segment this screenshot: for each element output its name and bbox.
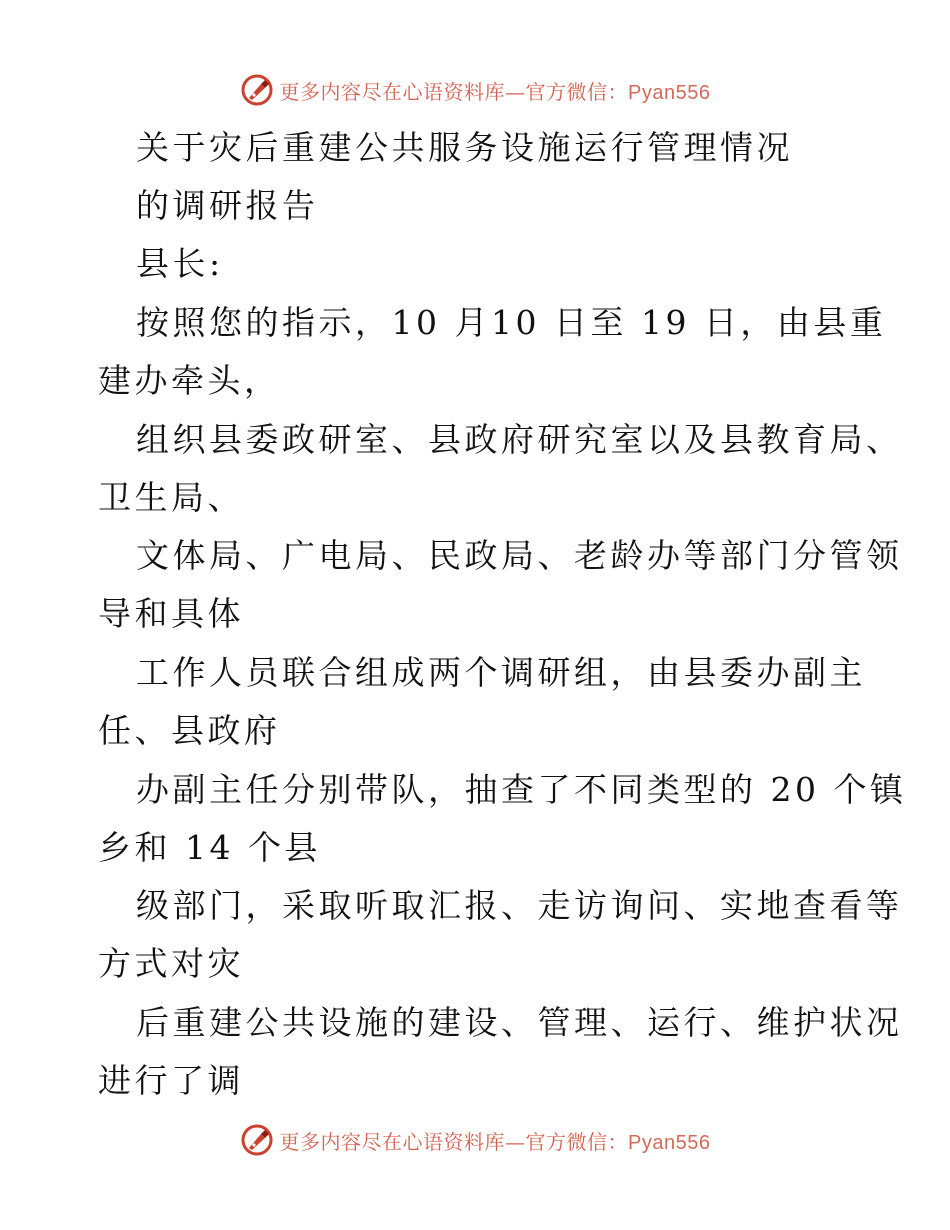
banner-main-text: 更多内容尽在心语资料库—官方微信： [279,1129,629,1154]
paragraph-line: 导和具体 [98,594,244,633]
paragraph-line: 进行了调 [98,1061,244,1100]
paragraph-line: 后重建公共设施的建设、管理、运行、维护状况 [136,1003,903,1042]
paragraph-line: 按照您的指示，10 月10 日至 19 日，由县重 [136,303,887,342]
pen-nib-icon [240,1123,274,1157]
paragraph-line: 组织县委政研室、县政府研究室以及县教育局、 [136,420,903,459]
document-title-line-1: 关于灾后重建公共服务设施运行管理情况 [136,128,793,167]
footer-banner [0,1120,950,1160]
banner-wechat-id: Pyan556 [628,81,711,104]
paragraph-line: 文体局、广电局、民政局、老龄办等部门分管领 [136,536,903,575]
banner-main-text: 更多内容尽在心语资料库—官方微信： [279,79,629,104]
paragraph-line: 乡和 14 个县 [98,828,321,867]
salutation: 县长: [136,244,224,283]
paragraph-line: 工作人员联合组成两个调研组，由县委办副主 [136,653,866,692]
paragraph-line: 卫生局、 [98,478,244,517]
paragraph-line: 方式对灾 [98,944,244,983]
paragraph-line: 办副主任分别带队，抽查了不同类型的 20 个镇 [136,770,907,809]
document-title-line-2: 的调研报告 [136,186,319,225]
paragraph-line: 任、县政府 [98,711,281,750]
banner-text [280,1126,711,1155]
banner-wechat-id: Pyan556 [628,1131,711,1154]
paragraph-line: 级部门，采取听取汇报、走访询问、实地查看等 [136,886,903,925]
paragraph-line: 建办牵头， [98,361,281,400]
